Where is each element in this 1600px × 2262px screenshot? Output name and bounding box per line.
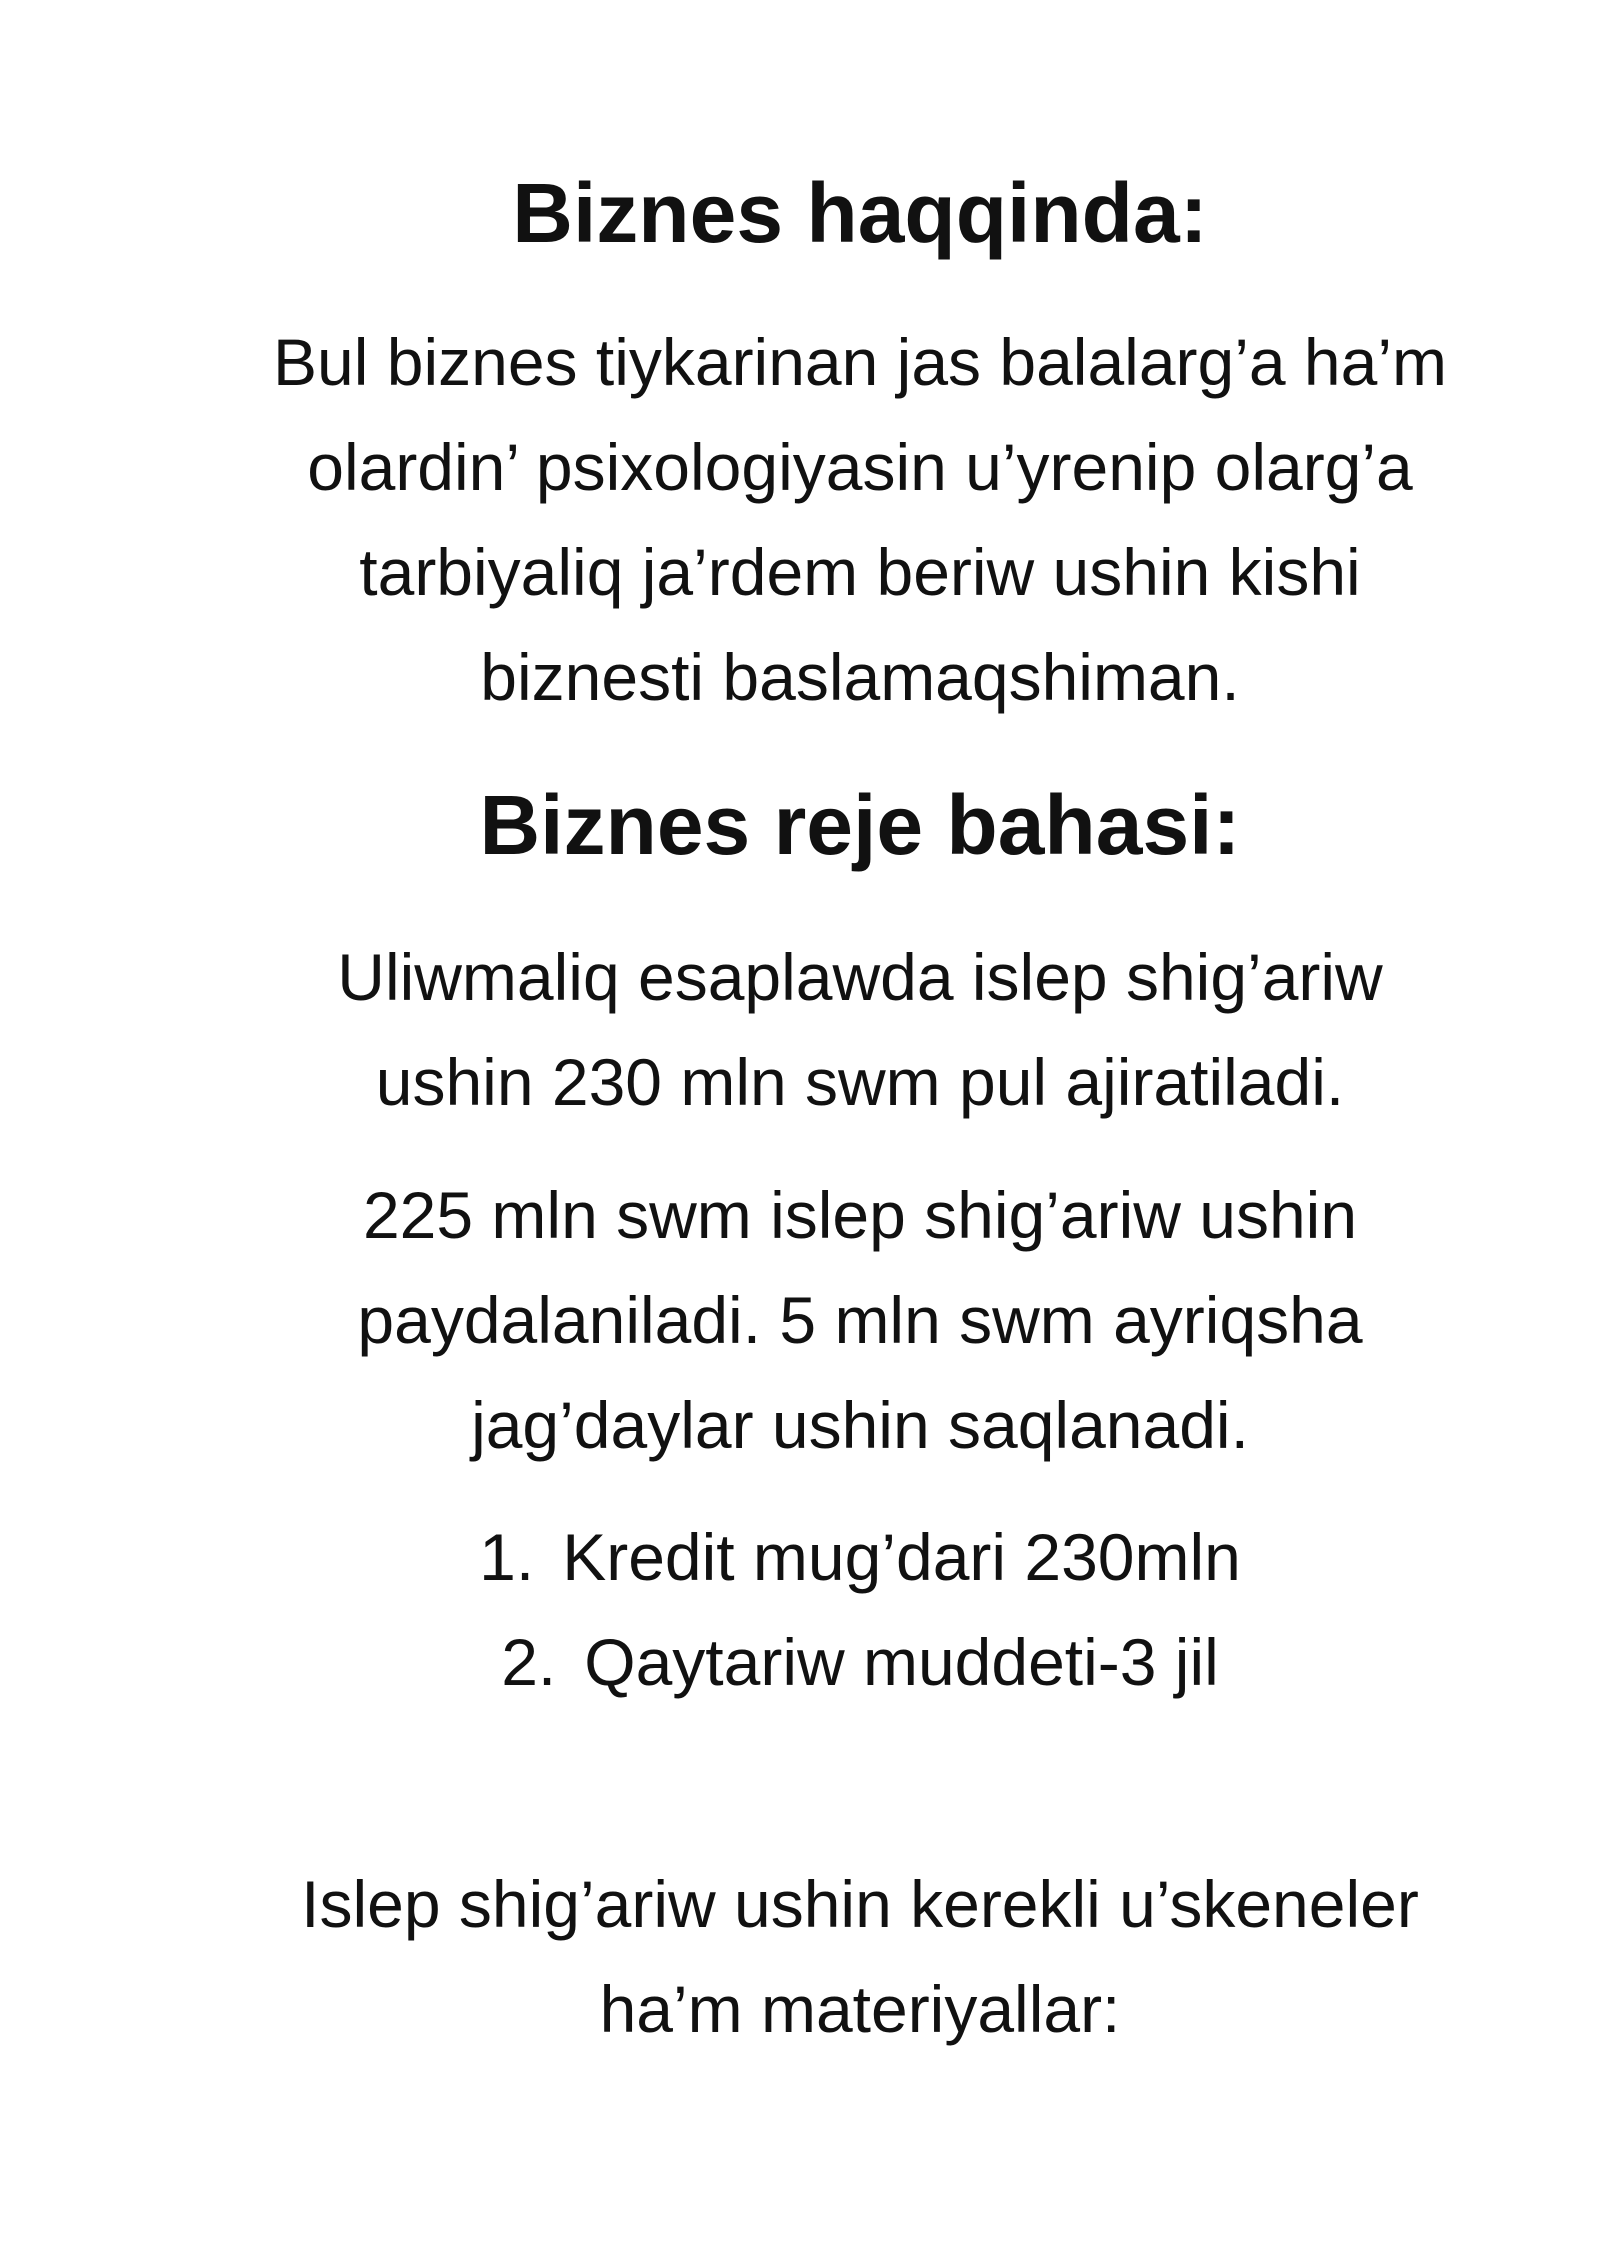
heading-biznes-reje-bahasi: Biznes reje bahasi: — [479, 778, 1241, 872]
paragraph-line: Uliwmaliq esaplawda islep shig’ariw — [337, 940, 1383, 1014]
list-item-number: 2. — [501, 1625, 557, 1699]
list-item — [180, 1610, 1540, 1715]
paragraph-equipment — [180, 1852, 1540, 2062]
list-item-text: Kredit mug’dari 230mln — [562, 1520, 1241, 1594]
list-item-number: 1. — [479, 1520, 535, 1594]
list-item-text: Qaytariw muddeti-3 jil — [584, 1625, 1219, 1699]
paragraph-line: ha’m materiyallar: — [599, 1972, 1121, 2046]
paragraph-line: olardin’ psixologiyasin u’yrenip olarg’a — [307, 430, 1413, 504]
paragraph-line: ushin 230 mln swm pul ajiratiladi. — [375, 1045, 1345, 1119]
heading-biznes-haqqinda: Biznes haqqinda: — [512, 166, 1208, 260]
paragraph-total-budget — [180, 925, 1540, 1135]
paragraph-line: tarbiyaliq ja’rdem beriw ushin kishi — [359, 535, 1361, 609]
paragraph-line: biznesti baslamaqshiman. — [480, 640, 1240, 714]
list-item — [180, 1505, 1540, 1610]
credit-terms-list — [180, 1505, 1540, 1715]
paragraph-line: paydalaniladi. 5 mln swm ayriqsha — [357, 1283, 1363, 1357]
paragraph-line: Bul biznes tiykarinan jas balalarg’a ha’m — [273, 325, 1447, 399]
paragraph-line: 225 mln swm islep shig’ariw ushin — [362, 1178, 1358, 1252]
paragraph-line: Islep shig’ariw ushin kerekli u’skeneler — [301, 1867, 1419, 1941]
paragraph-budget-split — [180, 1163, 1540, 1478]
paragraph-line: jag’daylar ushin saqlanadi. — [471, 1388, 1249, 1462]
paragraph-about — [180, 310, 1540, 730]
